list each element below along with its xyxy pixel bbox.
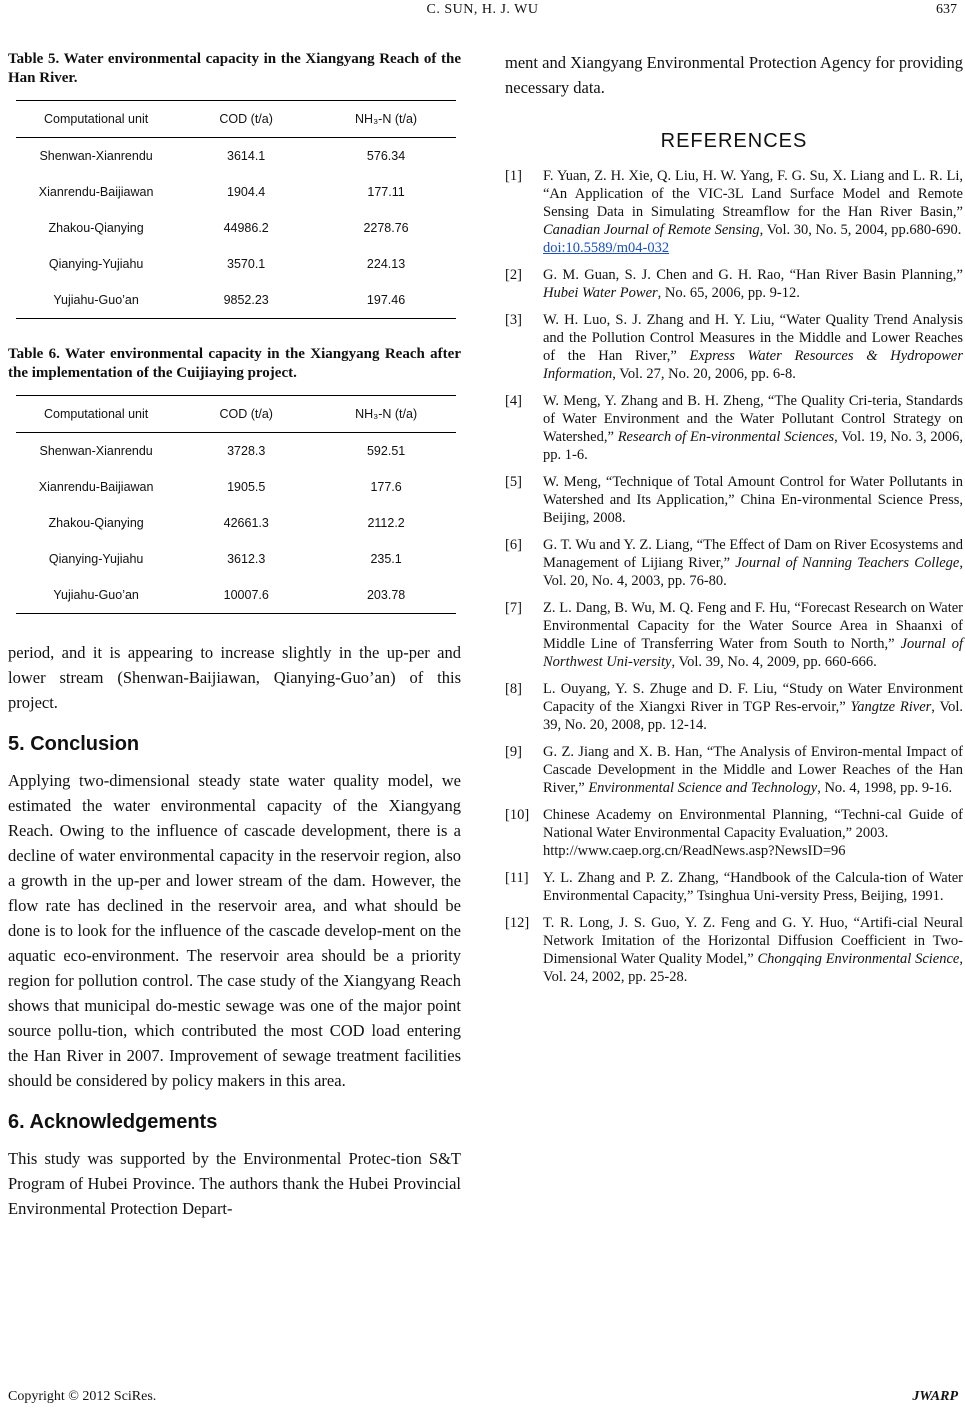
reference-item <box>505 167 963 257</box>
section-heading-acknowledgements: 6. Acknowledgements <box>8 1111 218 1133</box>
reference-item <box>505 914 963 986</box>
reference-number: [3] <box>505 312 522 328</box>
table-cell: 197.46 <box>316 282 456 319</box>
table-header-cell: COD (t/a) <box>176 396 316 433</box>
table-cell: Yujiahu-Guo’an <box>16 577 176 614</box>
table-cell: 235.1 <box>370 552 402 566</box>
table-cell: 10007.6 <box>176 577 316 614</box>
table-cell: 576.34 <box>366 149 406 163</box>
table-cell: Zhakou-Qianying <box>48 221 144 235</box>
section-heading-conclusion: 5. Conclusion <box>8 733 140 755</box>
running-head-authors: C. SUN, H. J. WU <box>426 2 539 17</box>
reference-item <box>505 536 963 590</box>
table-cell: Xianrendu-Baijiawan <box>38 185 154 199</box>
table-row <box>16 469 456 505</box>
table6 <box>16 395 456 614</box>
table-cell: 42661.3 <box>223 516 269 530</box>
reference-journal: Express Water Resources & Hydropower Information <box>543 348 963 382</box>
table-row <box>16 282 456 319</box>
table-row <box>16 433 456 470</box>
table-row <box>16 174 456 210</box>
page-number: 637 <box>936 2 957 17</box>
body-paragraph-continued: period, and it is appearing to increase slightly in the up-per and lower stream (Shenwan-Baijiawan, Qianying-Guo’an) of this project. <box>8 643 461 712</box>
page-header <box>0 0 965 24</box>
reference-item <box>505 392 963 464</box>
reference-journal: Chongqing Environmental Science <box>757 951 960 967</box>
table-header-cell: COD (t/a) <box>176 101 316 138</box>
reference-item <box>505 680 963 734</box>
table-cell: 44986.2 <box>223 221 269 235</box>
left-column <box>8 50 461 1221</box>
table-cell: 9852.23 <box>176 282 316 319</box>
table-cell: Shenwan-Xianrendu <box>39 149 153 163</box>
reference-url[interactable]: http://www.caep.org.cn/ReadNews.asp?NewsID=96 <box>543 843 846 859</box>
table6-caption: Table 6. Water environmental capacity in the Xiangyang Reach after the implementation of the Cuijiaying project. <box>8 346 461 381</box>
table-cell: Shenwan-Xianrendu <box>39 444 153 458</box>
table-cell: 2112.2 <box>367 516 405 530</box>
reference-number: [2] <box>505 267 522 283</box>
table-header-row <box>16 101 456 138</box>
table-header-row <box>16 396 456 433</box>
table-header-cell: Computational unit <box>16 396 176 433</box>
reference-text: G. Z. Jiang and X. B. Han, “The Analysis of Environ-mental Impact of Cascade Development in the Middle and Lower Reaches of the Han River,” Environmental Science and Technology, No. 4, 1998, pp. 9-16. <box>543 744 963 796</box>
table-row <box>16 577 456 614</box>
reference-number: [4] <box>505 393 522 409</box>
reference-list <box>505 167 963 986</box>
table-cell: 177.11 <box>367 185 405 199</box>
page-footer <box>8 1389 958 1405</box>
table-cell: 592.51 <box>366 444 406 458</box>
table-row <box>16 541 456 577</box>
reference-text: W. H. Luo, S. J. Zhang and H. Y. Liu, “Water Quality Trend Analysis and the Pollution Control Measures in the Middle and Lower Reaches of the Han River,” Express Water Resources & Hydropower Information, Vol. 27, No. 20, 2006, pp. 6-8. <box>543 312 963 382</box>
reference-text: Y. L. Zhang and P. Z. Zhang, “Handbook of the Calcula-tion of Water Environmental Capacity,” Tsinghua Uni-versity Press, Beijing, 1991. <box>543 870 963 904</box>
acknowledgements-paragraph: This study was supported by the Environmental Protec-tion S&T Program of Hubei Province. The authors thank the Hubei Provincial Environmental Protection Depart- <box>8 1149 461 1218</box>
reference-number: [10] <box>505 807 530 823</box>
table-cell: Xianrendu-Baijiawan <box>38 480 154 494</box>
reference-text: Z. L. Dang, B. Wu, M. Q. Feng and F. Hu, “Forecast Research on Water Environmental Capacity for the Water Source Area in Shaanxi of Middle Line of Transferring Water from South to North,” Journal of Northwest Uni-versity, Vol. 39, No. 4, 2009, pp. 660-666. <box>543 600 963 670</box>
reference-journal: Canadian Journal of Remote Sensing <box>543 222 760 238</box>
conclusion-paragraph: Applying two-dimensional steady state water quality model, we estimated the water environmental capacity of the Xiangyang Reach. Owing to the influence of cascade development, there is a decline of water environmental capacity in the reservoir region, also a growth in the up-per and lower stream of the dam. However, the flow rate has declined in the reservoir area, and what should be done is to look for the influence of the cascade develop-ment on the aquatic eco-environment. The reservoir area should be a priority region for pollution control. The case study of the Xiangyang Reach shows that municipal do-mestic sewage was one of the major point source pollu-tion, which contributed the most COD load entering the Han River in 2007. Improvement of sewage treatment facilities should be considered by policy makers in this area. <box>8 771 461 1090</box>
table-cell: Zhakou-Qianying <box>48 516 144 530</box>
table-cell: Yujiahu-Guo’an <box>16 282 176 319</box>
table-cell: 177.6 <box>370 480 402 494</box>
table-header-cell: NH₃-N (t/a) <box>316 396 456 433</box>
reference-item <box>505 743 963 797</box>
table-cell: 1905.5 <box>227 480 266 494</box>
reference-journal: Hubei Water Power <box>543 285 658 301</box>
table-row <box>16 246 456 282</box>
table5 <box>16 100 456 319</box>
reference-item <box>505 473 963 527</box>
reference-number: [6] <box>505 537 522 553</box>
table-cell: 3570.1 <box>227 257 266 271</box>
table-row <box>16 138 456 175</box>
reference-number: [7] <box>505 600 522 616</box>
reference-text: W. Meng, “Technique of Total Amount Control for Water Pollutants in Watershed and Its Application,” China En-vironmental Science Press, Beijing, 2008. <box>543 474 963 526</box>
references-heading: REFERENCES <box>660 130 808 152</box>
reference-number: [9] <box>505 744 522 760</box>
reference-number: [8] <box>505 681 522 697</box>
table-row <box>16 210 456 246</box>
reference-item <box>505 599 963 671</box>
reference-journal: Journal of Nanning Teachers College <box>735 555 960 571</box>
doi-link[interactable]: doi:10.5589/m04-032 <box>543 240 670 256</box>
table5-caption: Table 5. Water environmental capacity in the Xiangyang Reach of the Han River. <box>8 51 461 86</box>
table-header-cell: Computational unit <box>16 101 176 138</box>
table-header-cell: NH₃-N (t/a) <box>316 101 456 138</box>
table-cell: 203.78 <box>316 577 456 614</box>
reference-item <box>505 806 963 860</box>
reference-journal: Research of En-vironmental Sciences <box>617 429 835 445</box>
table-cell: 3728.3 <box>227 444 266 458</box>
reference-text: T. R. Long, J. S. Guo, Y. Z. Feng and G. Y. Huo, “Artifi-cial Neural Network Imitation of the Horizontal Diffusion Coefficient in Two-Dimensional Water Quality Model,” Chongqing Environmental Science, Vol. 24, 2002, pp. 25-28. <box>543 915 963 985</box>
journal-abbrev: JWARP <box>912 1389 958 1404</box>
copyright-notice: Copyright © 2012 SciRes. <box>8 1389 157 1404</box>
table-row <box>16 505 456 541</box>
reference-number: [11] <box>505 870 529 886</box>
reference-journal: Journal of Northwest Uni-versity <box>543 636 963 670</box>
reference-number: [12] <box>505 915 530 931</box>
reference-journal: Yangtze River <box>850 699 932 715</box>
right-column <box>505 50 963 995</box>
reference-text: F. Yuan, Z. H. Xie, Q. Liu, H. W. Yang, F. G. Su, X. Liang and L. R. Li, “An Application of the VIC-3L Land Surface Model and Remote Sensing Data in Simulating Streamflow for the Han River Basin,” Canadian Journal of Remote Sensing, Vol. 30, No. 5, 2004, pp.680-690. doi:10.5589/m04-032 <box>543 168 963 256</box>
table-cell: Qianying-Yujiahu <box>48 552 144 566</box>
reference-journal: Environmental Science and Technology <box>588 780 818 796</box>
reference-item <box>505 266 963 302</box>
reference-text: G. T. Wu and Y. Z. Liang, “The Effect of Dam on River Ecosystems and Management of Lijiang River,” Journal of Nanning Teachers College, Vol. 20, No. 4, 2003, pp. 76-80. <box>543 537 963 589</box>
reference-item <box>505 311 963 383</box>
acknowledgements-continued: ment and Xiangyang Environmental Protection Agency for providing necessary data. <box>505 53 963 97</box>
table-cell: 1904.4 <box>227 185 266 199</box>
table-cell: 224.13 <box>366 257 406 271</box>
table-cell: Qianying-Yujiahu <box>48 257 144 271</box>
reference-text: W. Meng, Y. Zhang and B. H. Zheng, “The Quality Cri-teria, Standards of Water Environment and the Water Pollutant Control Strategy on Watershed,” Research of En-vironmental Sciences, Vol. 19, No. 3, 2006, pp. 1-6. <box>543 393 963 463</box>
reference-text: Chinese Academy on Environmental Planning, “Techni-cal Guide of National Water Environmental Capacity Evaluation,” 2003. http://www.caep.org.cn/ReadNews.asp?NewsID=96 <box>543 807 963 859</box>
reference-number: [1] <box>505 168 522 184</box>
reference-item <box>505 869 963 905</box>
table-cell: 2278.76 <box>363 221 409 235</box>
reference-text: G. M. Guan, S. J. Chen and G. H. Rao, “Han River Basin Planning,” Hubei Water Power, No. 65, 2006, pp. 9-12. <box>543 267 963 301</box>
table-cell: 3612.3 <box>227 552 266 566</box>
reference-number: [5] <box>505 474 522 490</box>
reference-text: L. Ouyang, Y. S. Zhuge and D. F. Liu, “Study on Water Environment Capacity of the Xiangxi River in TGP Res-ervoir,” Yangtze River, Vol. 39, No. 20, 2008, pp. 12-14. <box>543 681 963 733</box>
table-cell: 3614.1 <box>227 149 266 163</box>
